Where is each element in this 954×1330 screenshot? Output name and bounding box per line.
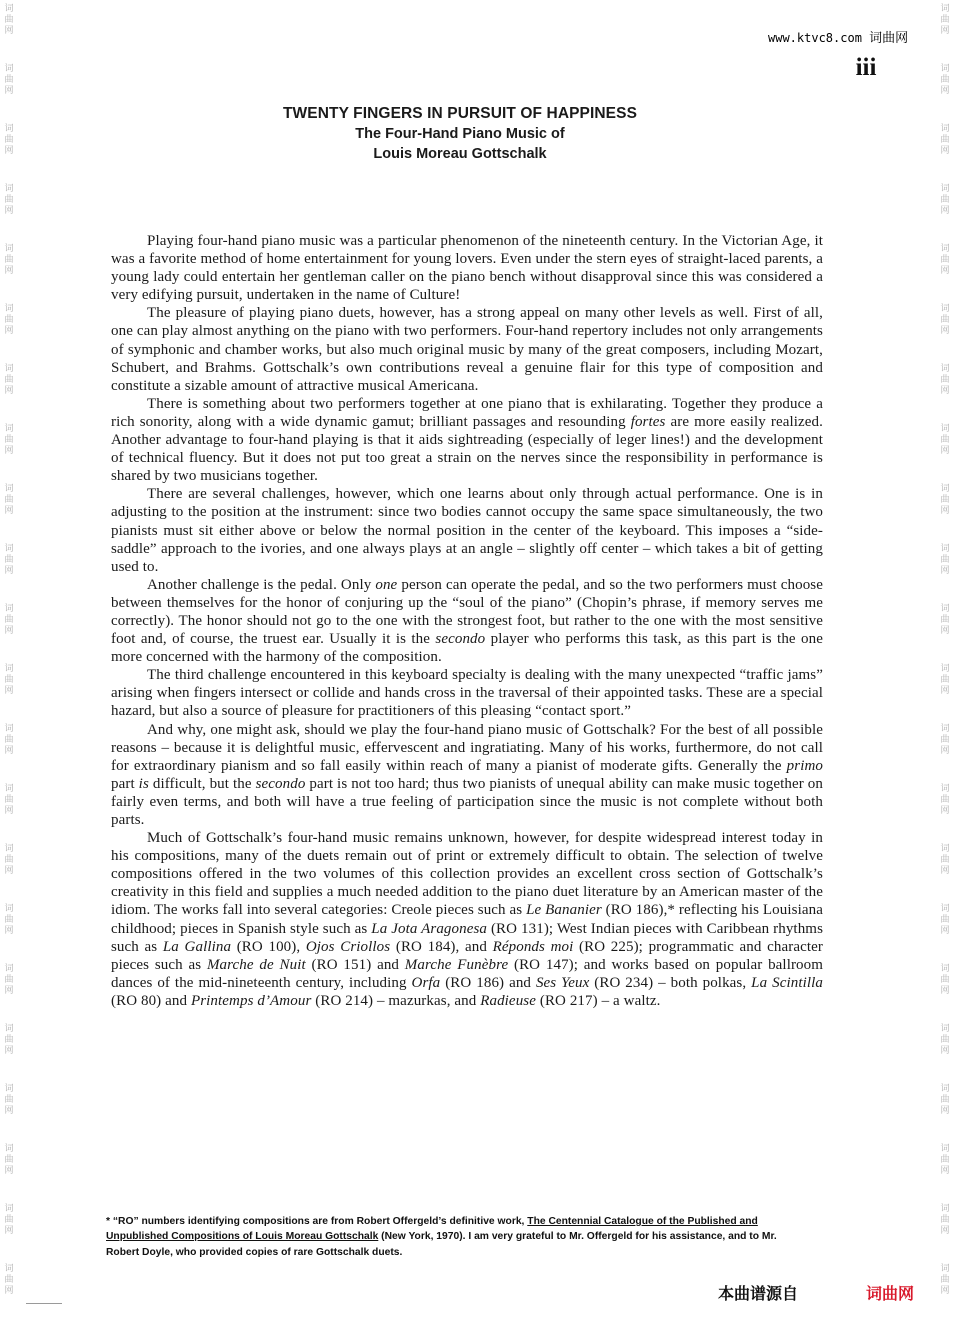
italic-term: Radieuse [480,992,536,1009]
watermark-char: 网 [4,506,14,516]
essay-paragraph [111,485,823,575]
watermark-char: 网 [4,1286,14,1296]
watermark-group [938,604,952,637]
essay-paragraph [111,576,823,666]
source-label: 本曲谱源自 [718,1284,799,1303]
watermark-char: 词 [4,4,14,14]
watermark-group [938,1144,952,1177]
essay-paragraph [111,304,823,394]
watermark-char: 词 [4,1264,14,1274]
watermark-char: 词 [4,484,14,494]
paragraph-text: are more easily realized. Another advantage to four-hand playing is that it aids sightreading (especially of leger lines!) and the development of technical fluency. But it does not put too great a strain on the nerves since the responsibility in performance is shared by two musicians together. [111,413,823,485]
paragraph-text: (RO 217) – a waltz. [536,992,661,1009]
essay-body [111,232,823,1010]
watermark-group [938,184,952,217]
watermark-char: 曲 [4,1155,14,1165]
watermark-char: 网 [4,686,14,696]
italic-term: La Gallina [162,938,232,955]
watermark-char: 词 [4,964,14,974]
watermark-group [2,1084,16,1117]
watermark-char: 曲 [940,135,950,145]
watermark-char: 词 [940,304,950,314]
watermark-char: 词 [4,604,14,614]
watermark-char: 网 [4,26,14,36]
watermark-char: 词 [940,544,950,554]
watermark-char: 曲 [4,315,14,325]
watermark-group [2,964,16,997]
watermark-char: 词 [940,1144,950,1154]
main-title: TWENTY FINGERS IN PURSUIT OF HAPPINESS [282,105,638,122]
paragraph-text: There are several challenges, however, which one learns about only through actual performance. One is in adjusting to the position at the instrument: since two bodies cannot occupy the same space simultaneously, the two pianists must sit either above or below the normal position in the center of the keyboard. This imposes a “side-saddle” approach to the ivories, and one always plays at an angle – slightly off center – which takes a bit of getting used to. [111,486,823,575]
watermark-char: 词 [940,1084,950,1094]
watermark-char: 词 [4,1204,14,1214]
italic-term: Ses Yeux [535,974,590,991]
watermark-char: 词 [940,424,950,434]
watermark-group [938,304,952,337]
watermark-group [938,124,952,157]
watermark-char: 词 [4,184,14,194]
watermark-char: 词 [4,844,14,854]
watermark-char: 网 [4,1106,14,1116]
watermark-group [2,1024,16,1057]
watermark-char: 网 [940,986,950,996]
watermark-char: 词 [940,244,950,254]
watermark-char: 网 [4,1226,14,1236]
watermark-char: 词 [940,64,950,74]
watermark-char: 词 [4,304,14,314]
italic-term: La Scintilla [751,974,823,991]
bottom-divider [26,1303,62,1304]
watermark-char: 词 [4,244,14,254]
watermark-char: 网 [940,626,950,636]
watermark-char: 网 [4,566,14,576]
paragraph-text: There is something about two performers together at one piano that is exhilarating. Together they produce a rich sonority, along with a wide dynamic gamut; brilliant passages and resounding [111,395,823,430]
italic-term: Marche Funèbre [404,956,509,973]
watermark-char: 网 [4,926,14,936]
footnote-intro: * “RO” numbers identifying compositions are from Robert Offergeld’s definitive work, [106,1216,528,1227]
watermark-char: 网 [4,146,14,156]
watermark-char: 网 [940,86,950,96]
watermark-char: 曲 [940,1215,950,1225]
watermark-char: 词 [4,64,14,74]
watermark-group [2,484,16,517]
italic-term: secondo [255,775,306,792]
italic-term: fortes [630,413,666,430]
watermark-char: 曲 [940,255,950,265]
watermark-char: 曲 [940,615,950,625]
watermark-char: 网 [940,386,950,396]
watermark-group [938,664,952,697]
paragraph-text: player who performs this task, as this part is the one more concerned with the harmony of the composition. [111,631,823,666]
watermark-group [2,844,16,877]
watermark-char: 词 [940,1264,950,1274]
watermark-char: 曲 [940,1155,950,1165]
essay-paragraph [111,666,823,720]
watermark-char: 词 [4,1024,14,1034]
watermark-char: 词 [940,4,950,14]
watermark-char: 网 [940,146,950,156]
watermark-group [938,1264,952,1297]
watermark-char: 曲 [4,435,14,445]
italic-term: primo [786,757,823,774]
italic-term: secondo [435,631,486,648]
watermark-char: 曲 [940,195,950,205]
watermark-char: 词 [4,904,14,914]
watermark-char: 网 [940,26,950,36]
paragraph-text: And why, one might ask, should we play the four-hand piano music of Gottschalk? For the best of all possible reasons – because it is delightful music, effervescent and ingratiating. Many of his works, furthermore, do not call for extraordinary pianism and so fall easily within reach of many a pianist of moderate gifts. Generally the [111,721,823,774]
paragraph-text: (RO 225); programmatic and character pieces such as [111,938,823,973]
watermark-group [938,4,952,37]
watermark-group [2,544,16,577]
watermark-char: 曲 [940,675,950,685]
watermark-char: 曲 [4,975,14,985]
watermark-char: 曲 [940,15,950,25]
watermark-char: 曲 [4,1035,14,1045]
watermark-char: 词 [4,724,14,734]
watermark-char: 网 [4,206,14,216]
watermark-char: 曲 [4,75,14,85]
watermark-group [2,304,16,337]
watermark-char: 曲 [4,915,14,925]
watermark-char: 曲 [940,1035,950,1045]
paragraph-text: (RO 214) – mazurkas, and [311,992,481,1009]
watermark-char: 词 [4,364,14,374]
watermark-char: 曲 [940,495,950,505]
paragraph-text: (RO 184), and [390,938,493,955]
paragraph-text: (RO 186) and [440,974,536,991]
italic-term: Le Bananier [526,902,602,919]
watermark-char: 词 [4,124,14,134]
paragraph-text: Another challenge is the pedal. Only [147,576,376,593]
watermark-char: 曲 [4,675,14,685]
subtitle-line-1: The Four-Hand Piano Music of [355,126,565,142]
watermark-char: 词 [940,1024,950,1034]
watermark-char: 网 [940,566,950,576]
watermark-char: 词 [4,664,14,674]
watermark-char: 曲 [940,435,950,445]
watermark-group [2,124,16,157]
watermark-char: 词 [940,904,950,914]
paragraph-text: The pleasure of playing piano duets, however, has a strong appeal on many other levels as well. First of all, one can play almost anything on the piano with two performers. Four-hand repertory includes not only arrangements of symphonic and chamber works, but also much original music by many of the great composers, including Mozart, Schubert, and Brahms. Gottschalk’s own contributions reveal a genuine flair for this type of composition and constitute a sizable amount of attractive musical Americana. [111,305,823,394]
watermark-char: 曲 [4,735,14,745]
watermark-char: 词 [940,964,950,974]
watermark-group [2,1144,16,1177]
watermark-group [2,784,16,817]
watermark-char: 词 [940,1204,950,1214]
watermark-char: 曲 [940,375,950,385]
site-name[interactable]: 词曲网 [869,31,909,46]
watermark-group [938,544,952,577]
watermark-char: 网 [4,266,14,276]
left-watermark-column [2,0,16,1330]
watermark-group [2,1264,16,1297]
watermark-group [2,664,16,697]
watermark-char: 词 [940,664,950,674]
paragraph-text: (RO 147); and works based on popular ballroom dances of the mid-nineteenth century, including [111,956,824,991]
watermark-char: 网 [940,1286,950,1296]
watermark-char: 曲 [4,375,14,385]
watermark-char: 网 [940,266,950,276]
watermark-char: 曲 [4,255,14,265]
right-watermark-column [938,0,952,1330]
watermark-group [938,724,952,757]
watermark-group [938,1024,952,1057]
watermark-char: 网 [4,806,14,816]
essay-paragraph [111,721,823,830]
watermark-char: 网 [940,1226,950,1236]
source-brand[interactable]: 词曲网 [866,1284,915,1303]
title-block [200,104,720,164]
watermark-group [938,64,952,97]
italic-term: La Jota Aragonesa [371,920,488,937]
italic-term: Ojos Criollos [305,938,391,955]
watermark-char: 词 [4,1084,14,1094]
paragraph-text: (RO 186),* reflecting his Louisiana childhood; pieces in Spanish style such as [111,902,823,937]
watermark-char: 网 [4,1046,14,1056]
watermark-char: 网 [4,1166,14,1176]
watermark-group [2,604,16,637]
watermark-group [938,364,952,397]
watermark-group [938,424,952,457]
watermark-char: 网 [4,986,14,996]
watermark-group [2,64,16,97]
watermark-group [938,1204,952,1237]
watermark-char: 网 [940,446,950,456]
watermark-group [938,784,952,817]
watermark-char: 词 [940,844,950,854]
watermark-char: 词 [940,184,950,194]
watermark-char: 网 [940,506,950,516]
paragraph-text: (RO 80) and [111,992,191,1009]
watermark-group [2,424,16,457]
paragraph-text: part is not too hard; thus two pianists of unequal ability can make music together on fairly even terms, and both will have a true feeling of participation since the music is not complete without both parts. [111,775,823,828]
watermark-char: 网 [940,926,950,936]
watermark-char: 词 [4,544,14,554]
subtitle-line-2: Louis Moreau Gottschalk [373,146,547,162]
watermark-char: 曲 [4,1095,14,1105]
watermark-char: 曲 [940,855,950,865]
paragraph-text: (RO 151) and [305,956,405,973]
watermark-group [938,844,952,877]
watermark-char: 词 [4,1144,14,1154]
watermark-char: 网 [940,326,950,336]
watermark-group [2,724,16,757]
paragraph-text: part [111,775,139,792]
watermark-char: 曲 [940,975,950,985]
essay-paragraph [111,395,823,485]
watermark-char: 网 [4,446,14,456]
watermark-char: 曲 [4,1275,14,1285]
watermark-char: 曲 [4,855,14,865]
watermark-char: 网 [940,1046,950,1056]
watermark-group [2,4,16,37]
watermark-char: 曲 [940,1275,950,1285]
site-header[interactable] [768,27,930,46]
footnote [106,1214,796,1260]
watermark-char: 网 [940,686,950,696]
watermark-char: 词 [940,484,950,494]
paragraph-text: Much of Gottschalk’s four-hand music remains unknown, however, for despite widespread interest today in his compositions, many of the duets remain out of print or extremely difficult to obtain. The selection of twelve compositions offered in the two volumes of this collection provides an excellent cross section of Gottschalk’s creativity in this field and supplies a much needed addition to the piano duet literature by an American master of the idiom. The works fall into several categories: Creole pieces such as [111,830,823,919]
watermark-char: 词 [940,724,950,734]
watermark-group [2,904,16,937]
watermark-group [2,1204,16,1237]
watermark-char: 曲 [940,795,950,805]
watermark-char: 曲 [940,1095,950,1105]
italic-term: is [138,775,149,792]
paragraph-text: (RO 234) – both polkas, [589,974,752,991]
paragraph-text: Playing four-hand piano music was a particular phenomenon of the nineteenth century. In the Victorian Age, it was a favorite method of home entertainment for young lovers. Even under the stern eyes of straight-laced parents, a young lady could entertain her gentleman caller on the piano bench without disapproval since this was considered a very edifying pursuit, undertaken in the name of Culture! [111,233,823,304]
watermark-char: 网 [4,866,14,876]
watermark-group [938,244,952,277]
watermark-char: 曲 [4,195,14,205]
watermark-char: 网 [940,746,950,756]
watermark-char: 曲 [4,135,14,145]
watermark-char: 曲 [940,555,950,565]
watermark-char: 词 [940,784,950,794]
italic-term: one [375,576,398,593]
watermark-char: 网 [940,1166,950,1176]
watermark-group [938,484,952,517]
italic-term: Orfa [411,974,441,991]
watermark-char: 网 [4,326,14,336]
watermark-char: 网 [4,626,14,636]
paragraph-text: difficult, but the [148,775,256,792]
watermark-char: 网 [940,806,950,816]
site-url[interactable]: www.ktvc8.com [768,31,862,45]
italic-term: Marche de Nuit [206,956,306,973]
paragraph-text: (RO 131); West Indian pieces with Caribbean rhythms such as [111,920,824,955]
watermark-char: 网 [4,86,14,96]
watermark-group [938,904,952,937]
watermark-char: 曲 [4,555,14,565]
footnote-work-title: The Centennial Catalogue of the Published and Unpublished Compositions of Louis Moreau Gottschalk [106,1216,758,1243]
page-number: iii [855,54,877,81]
italic-term: Réponds moi [492,938,574,955]
watermark-char: 词 [940,364,950,374]
watermark-char: 网 [940,866,950,876]
watermark-char: 网 [940,1106,950,1116]
watermark-group [938,964,952,997]
paragraph-text: person can operate the pedal, and so the two performers must choose between themselves for the honor of conjuring up the “soul of the piano” (Chopin’s phrase, if memory serves me correctly). The honor should not go to the one with the strongest foot, but rather to the one with the most sensitive foot and, of course, the truest ear. Usually it is the [111,576,824,648]
watermark-char: 词 [4,784,14,794]
watermark-char: 曲 [4,795,14,805]
watermark-char: 网 [940,206,950,216]
footnote-rest: (New York, 1970). I am very grateful to Mr. Offergeld for his assistance, and to Mr. Robert Doyle, who provided copies of rare Gottschalk duets. [106,1231,777,1258]
watermark-char: 曲 [940,75,950,85]
watermark-group [2,244,16,277]
watermark-group [2,364,16,397]
watermark-char: 网 [4,386,14,396]
watermark-char: 曲 [4,495,14,505]
watermark-char: 曲 [4,615,14,625]
watermark-char: 曲 [4,15,14,25]
watermark-char: 词 [4,424,14,434]
watermark-char: 词 [940,124,950,134]
watermark-char: 曲 [4,1215,14,1225]
watermark-char: 曲 [940,315,950,325]
watermark-char: 词 [940,604,950,614]
paragraph-text: The third challenge encountered in this keyboard specialty is dealing with the many unexpected “traffic jams” arising when fingers intersect or collide and hands cross in the traversal of their appointed tasks. These are a special hazard, but also a source of pleasure for practitioners of this pleasing “contact sport.” [111,667,823,720]
essay-paragraph [111,829,823,1010]
essay-paragraph [111,232,823,304]
watermark-group [2,184,16,217]
watermark-group [938,1084,952,1117]
watermark-char: 网 [4,746,14,756]
italic-term: Printemps d’Amour [190,992,312,1009]
paragraph-text: (RO 100), [231,938,306,955]
watermark-char: 曲 [940,915,950,925]
watermark-char: 曲 [940,735,950,745]
